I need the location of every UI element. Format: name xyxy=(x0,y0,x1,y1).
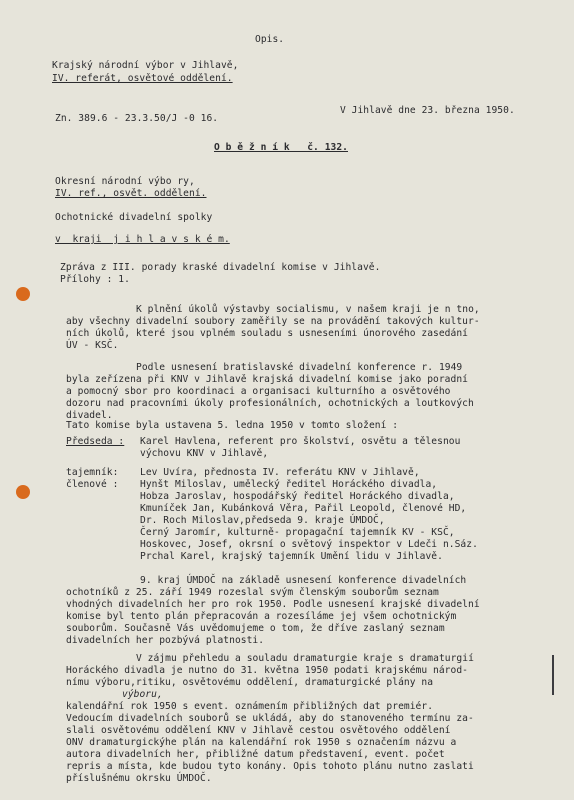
body-line: ÚV - KSČ. xyxy=(66,340,119,351)
chair-label: Předseda : xyxy=(66,436,125,447)
addressee-line-1: Okresní národní výbo ry, xyxy=(55,176,195,187)
chair-line: Karel Havlena, referent pro školství, osvětu a tělesnou xyxy=(140,436,461,447)
body-line: a pomocný sbor pro koordinaci a organisaci kulturního a osvětového xyxy=(66,386,451,397)
punch-hole xyxy=(16,287,30,301)
subject-line: Zpráva z III. porady kraské divadelní komise v Jihlavě. xyxy=(60,262,381,273)
body-line: Podle usnesení bratislavské divadelní konference r. 1949 xyxy=(136,362,463,373)
member-line: Dr. Roch Miloslav,předseda 9. kraje ÚMDOČ, xyxy=(140,515,385,526)
punch-hole xyxy=(16,485,30,499)
member-line: Hoskovec, Josef, okrsní o světový inspektor v Ldeči n.Sáz. xyxy=(140,539,478,550)
member-line: Kmuníček Jan, Kubánková Věra, Pařil Leopold, členové HD, xyxy=(140,503,467,514)
addressee-line-3: Ochotnické divadelní spolky xyxy=(55,212,213,223)
sender-line-2: IV. referát, osvětové oddělení. xyxy=(52,73,233,84)
body-line: slali osvětovému oddělení KNV v Jihlavě cestou osvětového oddělení xyxy=(66,725,451,736)
body-line: ních úkolů, které jsou vplném souladu s usneseními únorového zasedání xyxy=(66,328,468,339)
body-line: dozoru nad pracovními úkoly profesionálních, ochotnických a loutkových xyxy=(66,398,474,409)
addressee-line-2: IV. ref., osvět. oddělení. xyxy=(55,188,207,199)
body-line: K plnění úkolů výstavby socialismu, v našem kraji je n tno, xyxy=(136,304,480,315)
body-line: nímu výboru,ritiku, osvětovému oddělení, dramaturgické plány na xyxy=(66,677,434,688)
body-line: byla zeřízena při KNV v Jihlavě krajská divadelní komise jako poradní xyxy=(66,374,468,385)
member-line: Hobza Jaroslav, hospodářský ředitel Horáckého divadla, xyxy=(140,491,455,502)
margin-pen-mark xyxy=(552,655,554,695)
body-line: V zájmu přehledu a souladu dramaturgie kraje s dramaturgií xyxy=(136,653,474,664)
body-line: ochotníků z 25. září 1949 rozeslal svým členským souborům seznam xyxy=(66,587,439,598)
body-line: Tato komise byla ustavena 5. ledna 1950 v tomto složení : xyxy=(66,420,399,431)
body-line: aby všechny divadelní soubory zaměřily se na provádění takových kultur- xyxy=(66,316,480,327)
body-line: Vedoucím divadelních souborů se ukládá, aby do stanoveného termínu za- xyxy=(66,713,474,724)
sender-line-1: Krajský národní výbor v Jihlavě, xyxy=(52,60,239,71)
body-line: příslušnému okrsku ÚMDOČ. xyxy=(66,773,212,784)
members-label: členové : xyxy=(66,479,119,490)
copy-label: Opis. xyxy=(255,34,285,45)
attachments-line: Přílohy : 1. xyxy=(60,274,130,285)
addressee-line-4: v kraji j i h l a v s k é m. xyxy=(55,234,230,245)
body-line: vhodných divadelních her pro rok 1950. Podle usnesení krajské divadelní xyxy=(66,599,480,610)
member-line: Černý Jaromír, kulturně- propagační tajemník KV - KSČ, xyxy=(140,527,455,538)
body-line: divadelních her pozbývá platnosti. xyxy=(66,635,265,646)
body-line: Horáckého divadla je nutno do 31. května 1950 podati krajskému národ- xyxy=(66,665,468,676)
secretary-label: tajemník: xyxy=(66,467,119,478)
date-place: V Jihlavě dne 23. března 1950. xyxy=(340,105,515,116)
body-line: ONV dramaturgickýhe plán na kalendářní rok 1950 s označením názvu a xyxy=(66,737,457,748)
member-line: Lev Uvíra, přednosta IV. referátu KNV v Jihlavě, xyxy=(140,467,420,478)
body-line: autora divadelních her, přibližné datum představení, event. počet xyxy=(66,749,445,760)
reference-number: Zn. 389.6 - 23.3.50/J -0 16. xyxy=(55,113,219,124)
body-line: divadel. xyxy=(66,410,113,421)
body-line: repris a místa, kde budou tyto konány. Opis tohoto plánu nutno zaslati xyxy=(66,761,474,772)
body-line: souborům. Současně Vás uvědomujeme o tom, že dříve zaslaný seznam xyxy=(66,623,445,634)
handwritten-insert: výboru, xyxy=(122,689,163,700)
body-line: 9. kraj ÚMDOČ na základě usnesení konference divadelních xyxy=(140,575,467,586)
member-line: Prchal Karel, krajský tajemník Umění lidu v Jihlavě. xyxy=(140,551,443,562)
body-line: komise byl tento plán přepracován a rozesíláme jej všem ochotnickým xyxy=(66,611,457,622)
document-title: O b ě ž n í k č. 132. xyxy=(214,142,348,153)
member-line: Hynšt Miloslav, umělecký ředitel Horáckého divadla, xyxy=(140,479,438,490)
body-line: kalendářní rok 1950 s event. oznámením přibližných dat premiér. xyxy=(66,701,434,712)
chair-line: výchovu KNV v Jihlavě, xyxy=(140,448,269,459)
